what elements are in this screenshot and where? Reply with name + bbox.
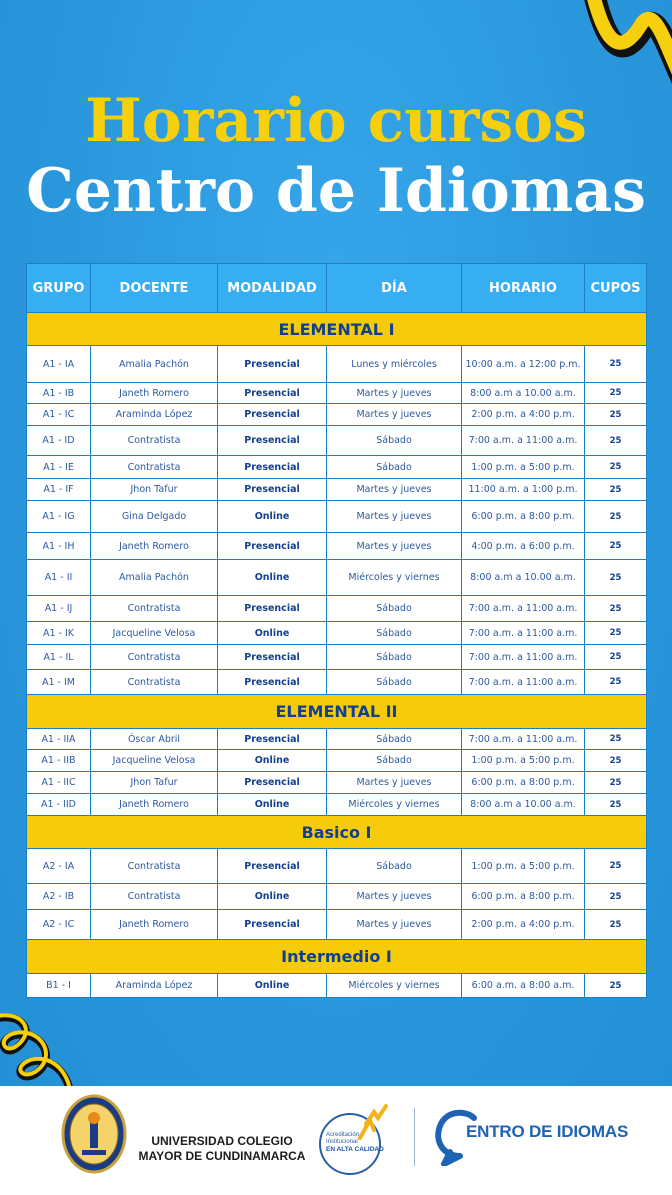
cell-modalidad: Presencial [218,729,327,750]
cell-dia: Martes y jueves [327,772,462,794]
cell-modalidad: Online [218,884,327,910]
title-line-1: Horario cursos [85,86,587,156]
cell-horario: 7:00 a.m. a 11:00 a.m. [462,622,585,645]
cell-docente: Óscar Abril [91,729,218,750]
table-row [27,560,647,596]
table-row [27,622,647,645]
section-title: Basico I [27,816,647,849]
cell-cupos: 25 [585,884,647,910]
cell-horario: 1:00 p.m. a 5:00 p.m. [462,849,585,884]
cell-grupo: A1 - IL [27,645,91,670]
cell-cupos: 25 [585,346,647,383]
cell-modalidad: Online [218,750,327,772]
cell-horario: 6:00 a.m. a 8:00 a.m. [462,974,585,998]
cell-cupos: 25 [585,729,647,750]
cell-grupo: A1 - IC [27,404,91,426]
cell-cupos: 25 [585,426,647,456]
cell-docente: Jacqueline Velosa [91,622,218,645]
cell-modalidad: Online [218,974,327,998]
table-row [27,479,647,501]
cell-dia: Sábado [327,456,462,479]
cell-cupos: 25 [585,383,647,404]
table-row [27,729,647,750]
cell-grupo: A1 - IIB [27,750,91,772]
table-row [27,501,647,533]
column-header: CUPOS [585,264,647,313]
cell-dia: Martes y jueves [327,479,462,501]
cell-grupo: A1 - IIA [27,729,91,750]
cell-cupos: 25 [585,750,647,772]
cell-docente: Jhon Tafur [91,479,218,501]
cell-horario: 7:00 a.m. a 11:00 a.m. [462,596,585,622]
section-title: ELEMENTAL I [27,313,647,346]
cell-dia: Miércoles y viernes [327,560,462,596]
cell-docente: Contratista [91,884,218,910]
section-title: Intermedio I [27,940,647,974]
cell-grupo: A1 - IID [27,794,91,816]
cell-cupos: 25 [585,479,647,501]
cell-horario: 8:00 a.m a 10.00 a.m. [462,383,585,404]
column-header: GRUPO [27,264,91,313]
cell-cupos: 25 [585,456,647,479]
table-row [27,404,647,426]
cell-grupo: A1 - IIC [27,772,91,794]
cell-dia: Sábado [327,750,462,772]
column-header: MODALIDAD [218,264,327,313]
footer-logos [0,1086,672,1195]
table-row [27,849,647,884]
cell-docente: Jacqueline Velosa [91,750,218,772]
cell-modalidad: Online [218,794,327,816]
cell-horario: 8:00 a.m a 10.00 a.m. [462,794,585,816]
cell-modalidad: Presencial [218,533,327,560]
cell-grupo: A1 - IG [27,501,91,533]
cell-dia: Martes y jueves [327,533,462,560]
cell-dia: Sábado [327,670,462,695]
cell-dia: Martes y jueves [327,383,462,404]
cell-docente: Contratista [91,426,218,456]
centro-idiomas-name: ENTRO DE IDIOMAS [466,1122,629,1141]
cell-cupos: 25 [585,501,647,533]
cell-modalidad: Presencial [218,910,327,940]
cell-cupos: 25 [585,560,647,596]
cell-docente: Janeth Romero [91,383,218,404]
cell-cupos: 25 [585,974,647,998]
cell-horario: 1:00 p.m. a 5:00 p.m. [462,750,585,772]
table-row [27,346,647,383]
cell-grupo: A1 - IA [27,346,91,383]
cell-modalidad: Presencial [218,426,327,456]
cell-docente: Amalia Pachón [91,346,218,383]
cell-horario: 10:00 a.m. a 12:00 p.m. [462,346,585,383]
cell-grupo: A1 - IB [27,383,91,404]
cell-modalidad: Online [218,560,327,596]
table-row [27,596,647,622]
cell-cupos: 25 [585,404,647,426]
accreditation-text: Acreditación Institucional EN ALTA CALIDAD [326,1132,384,1153]
section-row [27,695,647,729]
table-row [27,794,647,816]
table-row [27,974,647,998]
cell-grupo: A2 - IA [27,849,91,884]
table-row [27,884,647,910]
cell-grupo: A2 - IC [27,910,91,940]
section-row [27,816,647,849]
schedule-table [26,263,647,998]
cell-cupos: 25 [585,772,647,794]
table-row [27,910,647,940]
cell-docente: Janeth Romero [91,794,218,816]
cell-grupo: A1 - ID [27,426,91,456]
cell-cupos: 25 [585,910,647,940]
university-name: UNIVERSIDAD COLEGIO MAYOR DE CUNDINAMARCA [138,1134,306,1163]
column-header: DÍA [327,264,462,313]
cell-dia: Sábado [327,849,462,884]
cell-docente: Gina Delgado [91,501,218,533]
column-header: HORARIO [462,264,585,313]
cell-cupos: 25 [585,849,647,884]
table-row [27,772,647,794]
table-row [27,426,647,456]
yellow-coil-decoration-bottom [0,1000,90,1086]
cell-modalidad: Presencial [218,456,327,479]
cell-cupos: 25 [585,533,647,560]
cell-docente: Contratista [91,645,218,670]
cell-dia: Sábado [327,729,462,750]
cell-grupo: A1 - IK [27,622,91,645]
cell-horario: 6:00 p.m. a 8:00 p.m. [462,884,585,910]
cell-dia: Martes y jueves [327,501,462,533]
cell-modalidad: Presencial [218,772,327,794]
cell-modalidad: Presencial [218,645,327,670]
cell-horario: 11:00 a.m. a 1:00 p.m. [462,479,585,501]
cell-dia: Sábado [327,645,462,670]
section-row [27,940,647,974]
cell-cupos: 25 [585,622,647,645]
cell-dia: Miércoles y viernes [327,794,462,816]
cell-docente: Contratista [91,849,218,884]
cell-modalidad: Presencial [218,479,327,501]
cell-dia: Martes y jueves [327,910,462,940]
cell-horario: 2:00 p.m. a 4:00 p.m. [462,910,585,940]
column-header: DOCENTE [91,264,218,313]
footer-divider [414,1108,415,1166]
cell-horario: 7:00 a.m. a 11:00 a.m. [462,645,585,670]
cell-modalidad: Presencial [218,383,327,404]
cell-dia: Martes y jueves [327,404,462,426]
cell-docente: Janeth Romero [91,533,218,560]
cell-modalidad: Presencial [218,670,327,695]
cell-horario: 7:00 a.m. a 11:00 a.m. [462,670,585,695]
cell-grupo: A1 - IJ [27,596,91,622]
cell-horario: 8:00 a.m a 10.00 a.m. [462,560,585,596]
cell-modalidad: Presencial [218,346,327,383]
cell-docente: Janeth Romero [91,910,218,940]
cell-dia: Miércoles y viernes [327,974,462,998]
table-row [27,670,647,695]
cell-cupos: 25 [585,596,647,622]
cell-grupo: A1 - IM [27,670,91,695]
cell-docente: Araminda López [91,404,218,426]
cell-dia: Sábado [327,622,462,645]
cell-grupo: A1 - II [27,560,91,596]
cell-modalidad: Presencial [218,849,327,884]
section-row [27,313,647,346]
cell-modalidad: Online [218,622,327,645]
cell-grupo: A2 - IB [27,884,91,910]
cell-cupos: 25 [585,670,647,695]
table-row [27,645,647,670]
title-line-2: Centro de Idiomas [26,156,646,226]
cell-docente: Amalia Pachón [91,560,218,596]
university-seal-icon [61,1094,127,1174]
table-row [27,456,647,479]
cell-cupos: 25 [585,645,647,670]
cell-horario: 7:00 a.m. a 11:00 a.m. [462,426,585,456]
cell-docente: Contratista [91,596,218,622]
cell-docente: Jhon Tafur [91,772,218,794]
cell-modalidad: Online [218,501,327,533]
cell-horario: 1:00 p.m. a 5:00 p.m. [462,456,585,479]
cell-dia: Sábado [327,426,462,456]
section-title: ELEMENTAL II [27,695,647,729]
cell-horario: 7:00 a.m. a 11:00 a.m. [462,729,585,750]
cell-grupo: A1 - IF [27,479,91,501]
table-row [27,533,647,560]
cell-horario: 4:00 p.m. a 6:00 p.m. [462,533,585,560]
cell-horario: 6:00 p.m. a 8:00 p.m. [462,772,585,794]
cell-dia: Martes y jueves [327,884,462,910]
cell-horario: 2:00 p.m. a 4:00 p.m. [462,404,585,426]
cell-docente: Contratista [91,670,218,695]
cell-dia: Sábado [327,596,462,622]
cell-dia: Lunes y miércoles [327,346,462,383]
cell-horario: 6:00 p.m. a 8:00 p.m. [462,501,585,533]
cell-modalidad: Presencial [218,596,327,622]
table-row [27,383,647,404]
table-header-row [27,264,647,313]
cell-grupo: A1 - IH [27,533,91,560]
cell-grupo: B1 - I [27,974,91,998]
cell-cupos: 25 [585,794,647,816]
table-row [27,750,647,772]
cell-modalidad: Presencial [218,404,327,426]
cell-docente: Araminda López [91,974,218,998]
cell-grupo: A1 - IE [27,456,91,479]
cell-docente: Contratista [91,456,218,479]
